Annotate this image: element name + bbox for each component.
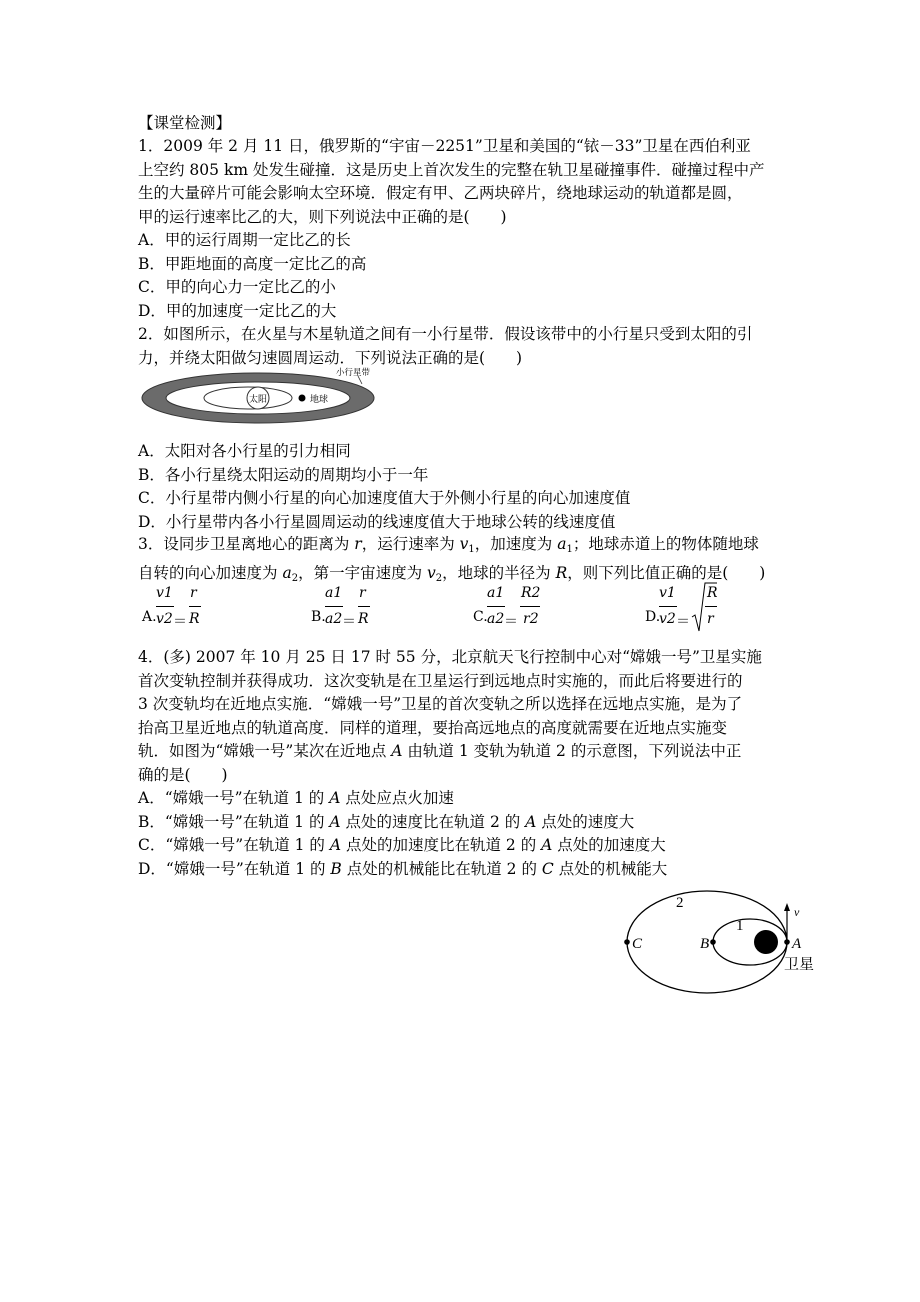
q2-option-a: A．太阳对各小行星的引力相同 bbox=[138, 442, 351, 460]
q4-point: A bbox=[329, 836, 342, 854]
q1-option-d: D．甲的加速度一定比乙的大 bbox=[138, 301, 337, 320]
option-label: D. bbox=[645, 609, 661, 625]
q4-point: B bbox=[330, 859, 342, 878]
q4-line bbox=[138, 740, 788, 764]
q3-var: a bbox=[282, 563, 292, 582]
orbit-2-label: 2 bbox=[676, 895, 684, 911]
q3-option-b bbox=[311, 585, 401, 635]
q4-option-c bbox=[138, 834, 788, 858]
q4-text: B．“嫦娥一号”在轨道 1 的 bbox=[138, 812, 330, 831]
denominator: v2 bbox=[659, 611, 676, 627]
q3-option-c bbox=[473, 585, 573, 635]
section-title bbox=[138, 112, 788, 136]
numerator: v1 bbox=[659, 585, 676, 601]
q4-line: 4．(多) 2007 年 10 月 25 日 17 时 55 分，北京航天飞行控制中心对“嫦娥一号”卫星实施 bbox=[138, 648, 762, 666]
q2-line: 2．如图所示，在火星与木星轨道之间有一小行星带．假设该带中的小行星只受到太阳的引 bbox=[138, 325, 753, 343]
q3-var: a bbox=[557, 535, 567, 553]
q4-text: A．“嫦娥一号”在轨道 1 的 bbox=[138, 789, 330, 807]
belt-label: 小行星带 bbox=[336, 367, 371, 377]
q4-point: A bbox=[541, 836, 553, 854]
equals-sign: ＝ bbox=[342, 614, 356, 630]
belt-pointer bbox=[358, 376, 362, 384]
q2-option-d: D．小行星带内各小行星圆周运动的线速度值大于地球公转的线速度值 bbox=[138, 512, 616, 531]
numerator: r bbox=[190, 585, 197, 601]
q3-text: ，第一宇宙速度为 bbox=[298, 563, 427, 582]
section-title-text: 【课堂检测】 bbox=[138, 114, 232, 132]
q3-var: R bbox=[555, 563, 568, 582]
q3-line-1 bbox=[138, 533, 788, 562]
q4-text: 点处的加速度比在轨道 2 的 bbox=[341, 836, 542, 854]
q4-text: 点处的速度比在轨道 2 的 bbox=[340, 812, 526, 831]
fraction-bar bbox=[189, 606, 201, 607]
q3-sub: 2 bbox=[291, 572, 299, 584]
denominator: a2 bbox=[325, 611, 343, 627]
numerator: a1 bbox=[487, 585, 505, 601]
denominator: a2 bbox=[487, 611, 505, 627]
question-1 bbox=[138, 135, 788, 323]
q4-point: C bbox=[541, 859, 554, 878]
question-4 bbox=[138, 646, 788, 881]
q3-text: ，加速度为 bbox=[474, 535, 558, 553]
fraction-bar bbox=[520, 606, 540, 607]
q4-option-a bbox=[138, 787, 788, 811]
orbit-transfer-figure bbox=[618, 885, 823, 1000]
q2-option-b: B．各小行星绕太阳运动的周期均小于一年 bbox=[138, 465, 429, 484]
q2-options bbox=[138, 440, 788, 534]
point-c-label: C bbox=[632, 936, 643, 952]
q2-line: 力，并绕太阳做匀速圆周运动．下列说法正确的是( ) bbox=[138, 348, 523, 367]
q3-sub: 1 bbox=[566, 544, 573, 555]
q1-line: 上空约 805 km 处发生碰撞．这是历史上首次发生的完整在轨卫星碰撞事件．碰撞过程中产 bbox=[138, 160, 765, 179]
q3-option-d bbox=[645, 585, 745, 635]
orbit-1-label: 1 bbox=[736, 918, 744, 934]
q4-text: 轨．如图为“嫦娥一号”某次在近地点 bbox=[138, 742, 392, 760]
denominator: r bbox=[707, 611, 714, 627]
q4-text: 点处的加速度大 bbox=[552, 836, 666, 854]
q3-sub: 2 bbox=[435, 572, 443, 584]
fraction-bar bbox=[358, 606, 370, 607]
q4-text: 点处的机械能大 bbox=[553, 859, 668, 878]
denominator: v2 bbox=[156, 611, 173, 627]
q4-text: 点处的机械能比在轨道 2 的 bbox=[341, 859, 542, 878]
q4-line: 抬高卫星近地点的轨道高度．同样的道理，要抬高远地点的高度就需要在近地点实施变 bbox=[138, 718, 728, 737]
numerator: R bbox=[707, 585, 718, 601]
q4-point: A bbox=[329, 812, 341, 831]
earth-label: 地球 bbox=[310, 394, 329, 404]
fraction-bar bbox=[659, 606, 677, 607]
equals-sign: ＝ bbox=[173, 614, 187, 630]
q3-options bbox=[138, 585, 788, 635]
asteroid-belt-figure bbox=[140, 366, 385, 430]
q2-option-c: C．小行星带内侧小行星的向心加速度值大于外侧小行星的向心加速度值 bbox=[138, 489, 631, 507]
option-label: C. bbox=[473, 609, 488, 625]
fraction-bar bbox=[156, 606, 174, 607]
q3-var: r bbox=[354, 535, 362, 553]
q1-line: 甲的运行速率比乙的大，则下列说法中正确的是( ) bbox=[138, 207, 507, 226]
numerator: R2 bbox=[521, 585, 541, 601]
q4-point: A bbox=[391, 742, 403, 760]
numerator: a1 bbox=[325, 585, 343, 601]
point-b-dot bbox=[710, 939, 716, 945]
q4-line: 确的是( ) bbox=[138, 765, 228, 784]
numerator: v1 bbox=[156, 585, 173, 601]
q3-text: 3．设同步卫星离地心的距离为 bbox=[138, 535, 355, 553]
q3-text: ，运行速率为 bbox=[361, 535, 460, 553]
option-label: A. bbox=[142, 609, 157, 625]
q4-point: A bbox=[329, 789, 341, 807]
q3-text: ；地球赤道上的物体随地球 bbox=[572, 535, 759, 553]
fraction-bar bbox=[487, 606, 505, 607]
question-2 bbox=[138, 323, 788, 370]
q1-option-b: B．甲距地面的高度一定比乙的高 bbox=[138, 254, 367, 273]
q1-line: 1．2009 年 2 月 11 日，俄罗斯的“宇宙－2251”卫星和美国的“铱－33”卫星在西伯利亚 bbox=[138, 137, 751, 155]
velocity-arrowhead bbox=[784, 903, 790, 911]
fraction-bar bbox=[705, 606, 717, 607]
point-c-dot bbox=[624, 939, 630, 945]
fraction-bar bbox=[325, 606, 343, 607]
point-a-label: A bbox=[792, 936, 802, 952]
q4-line: 3 次变轨均在近地点实施．“嫦娥一号”卫星的首次变轨之所以选择在远地点实施，是为了 bbox=[138, 695, 743, 713]
velocity-label: v bbox=[794, 905, 800, 919]
equals-sign: ＝ bbox=[676, 614, 690, 630]
q3-option-a bbox=[142, 585, 232, 635]
q3-text: ，地球的半径为 bbox=[442, 563, 556, 582]
q4-text: 由轨道 1 变轨为轨道 2 的示意图，下列说法中正 bbox=[402, 742, 742, 760]
q3-sub: 1 bbox=[468, 544, 475, 555]
denominator: R bbox=[358, 611, 369, 627]
q4-point: A bbox=[525, 812, 537, 831]
equals-sign: ＝ bbox=[504, 614, 518, 630]
q4-option-d bbox=[138, 858, 788, 882]
sun-label: 太阳 bbox=[248, 394, 268, 404]
denominator: R bbox=[189, 611, 200, 627]
q4-option-b bbox=[138, 811, 788, 835]
numerator: r bbox=[359, 585, 366, 601]
q4-line: 首次变轨控制并获得成功．这次变轨是在卫星运行到远地点时实施的，而此后将要进行的 bbox=[138, 671, 743, 690]
q3-text: 自转的向心加速度为 bbox=[138, 563, 283, 582]
earth-icon bbox=[299, 395, 306, 402]
earth-icon bbox=[754, 930, 778, 954]
q4-text: 点处的速度大 bbox=[536, 812, 635, 831]
q4-text: 点处应点火加速 bbox=[340, 789, 454, 807]
point-b-label: B bbox=[700, 936, 710, 952]
q1-option-a: A．甲的运行周期一定比乙的长 bbox=[138, 231, 351, 249]
option-label: B. bbox=[311, 609, 326, 625]
satellite-label: 卫星 bbox=[784, 957, 815, 973]
q4-text: C．“嫦娥一号”在轨道 1 的 bbox=[138, 836, 330, 854]
q3-var: v bbox=[427, 563, 436, 582]
q3-text: ，则下列比值正确的是( ) bbox=[567, 563, 766, 582]
q4-text: D．“嫦娥一号”在轨道 1 的 bbox=[138, 859, 331, 878]
q3-var: v bbox=[459, 535, 469, 553]
q1-line: 生的大量碎片可能会影响太空环境．假定有甲、乙两块碎片，绕地球运动的轨道都是圆， bbox=[138, 184, 743, 202]
denominator: r2 bbox=[523, 611, 539, 627]
q1-option-c: C．甲的向心力一定比乙的小 bbox=[138, 278, 336, 296]
